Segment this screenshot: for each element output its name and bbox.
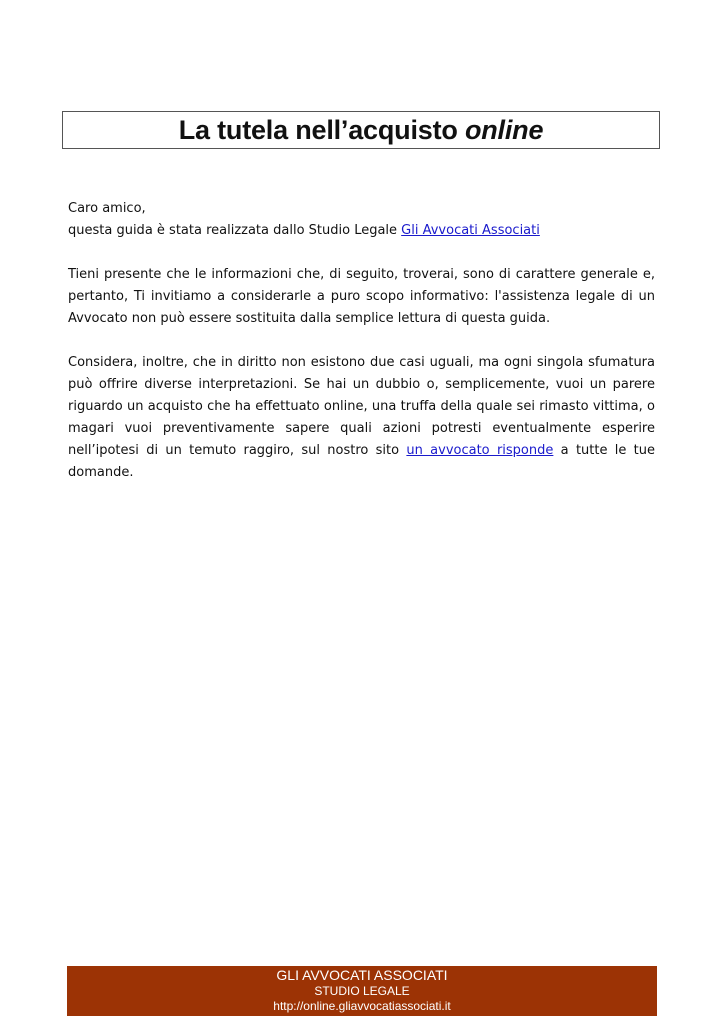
paragraph-advice (68, 352, 655, 484)
paragraph-gap (68, 242, 655, 264)
document-title-italic: online (464, 114, 544, 145)
title-box (62, 111, 660, 149)
lawyer-answers-link[interactable]: un avvocato risponde (406, 443, 554, 458)
footer-banner (67, 966, 657, 1016)
footer-firm-name: GLI AVVOCATI ASSOCIATI (276, 967, 448, 983)
intro-line (68, 220, 655, 242)
firm-link[interactable]: Gli Avvocati Associati (401, 223, 540, 238)
footer-subtitle: STUDIO LEGALE (314, 984, 410, 998)
document-title (179, 115, 544, 146)
paragraph-disclaimer: Tieni presente che le informazioni che, di seguito, troverai, sono di carattere generale e, pertanto, Ti invitiamo a considerarle a puro scopo informativo: l'assistenza legale di un Avvocato non può essere sostituita dalla semplice lettura di questa guida. (68, 267, 655, 326)
paragraph-gap (68, 330, 655, 352)
advice-text: Considera, inoltre, che in diritto non esistono due casi uguali, ma ogni singola sfumatura può offrire diverse interpretazioni. Se hai un dubbio o, semplicemente, vuoi un parere riguardo un acquisto che ha effettuato online, una truffa della quale sei rimasto vittima, o magari vuoi preventivamente sapere quali azioni potresti eventualmente esperire nell’ipotesi di un temuto raggiro, sul nostro sito (68, 355, 655, 458)
footer-url: http://online.gliavvocatiassociati.it (273, 999, 451, 1013)
document-title-main: La tutela nell’acquisto (178, 114, 465, 145)
guide-content (68, 198, 655, 484)
advice-text-end: a tutte le tue domande. (68, 443, 656, 480)
intro-text: questa guida è stata realizzata dallo Studio Legale (68, 223, 402, 238)
greeting: Caro amico, (68, 201, 146, 216)
